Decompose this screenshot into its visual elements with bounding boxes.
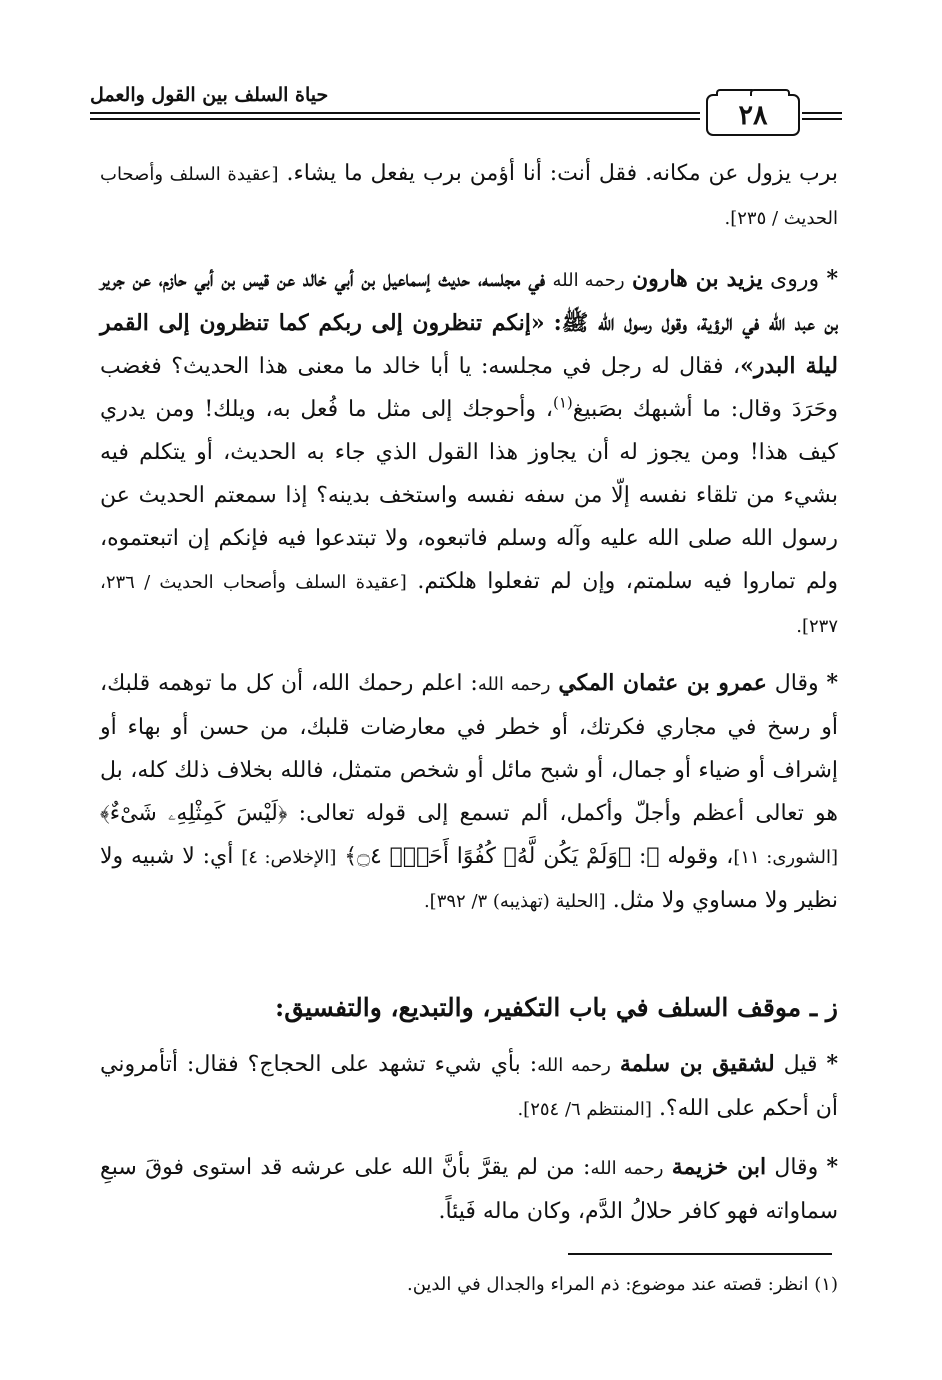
quran-verse: ﴿لَيْسَ كَمِثْلِهِۦ شَىْءٌ﴾: [100, 801, 288, 826]
source-reference: [الحلية (تهذيبه) ٣/ ٣٩٢].: [423, 891, 606, 912]
paragraph-intro: وروى: [770, 267, 820, 292]
paragraph-intro: وقال: [774, 1155, 819, 1180]
footnote: [100, 1268, 838, 1302]
paragraph-text: ، وأحوجك إلى مثل ما فُعل به، ويلك! ومن يدري كيف هذا! ومن يجوز له أن يجاوز هذا القول الذي جاء به الحديث، أو يتكلم فيه بشيء من تلقاء نفسه إلّا من سفه نفسه واستخف بدينه؟ إذا سمعتم الحديث عن رسول الله صلى الله عليه وآله وسلم فاتبعوه، ولا تبتدعوا فيه فإنكم إن اتبعتموه، ولم تماروا فيه سلمتم، وإن لم تفعلوا هلكتم.: [100, 397, 839, 594]
header-rule: [90, 118, 700, 120]
paragraph-text: في مجلسه، حديث إسماعيل بن أبي خالد عن قيس بن أبي حازم، عن جرير بن عبد الله في الرؤية، وقول رسول الله ﷺ:: [100, 266, 838, 336]
paragraph-4: [100, 1043, 838, 1131]
bullet-star: *: [826, 670, 839, 696]
narrator-name: يزيد بن هارون: [631, 266, 763, 292]
footnote-marker: (١): [552, 393, 573, 412]
page-number-frame: [706, 94, 800, 136]
hadith-quote: «إنكم تنظرون إلى ربكم كما تنظرون إلى القمر ليلة البدر»: [100, 310, 838, 379]
narrator-name: ابن خزيمة: [671, 1154, 767, 1180]
bullet-star: *: [826, 1154, 838, 1180]
paragraph-text: : بأي شيء تشهد على الحجاج؟ فقال: أتأمروني أن أحكم على الله؟.: [100, 1052, 838, 1121]
paragraph-1: [100, 152, 838, 240]
quran-verse: ﴿وَلَمْ يَكُن لَّهُۥ كُفُوًا أَحَدٌۢ ۝٤﴾: [344, 844, 632, 869]
paragraph-text: برب يزول عن مكانه. فقل أنت: أنا أؤمن برب يفعل ما يشاء.: [286, 161, 838, 186]
paragraph-text: : اعلم رحمك الله، أن كل ما توهمه قلبك، أو رسخ في مجاري فكرتك، أو خطر في معارضات قلبك، من حسن أو بهاء أو إشراف أو ضياء أو جمال، أو شبح مائل أو شخص متمثل، فالله بخلاف ذلك كله، بل هو تعالى أعظم وأجلّ وأكمل، ألم تسمع إلى قوله تعالى:: [100, 671, 838, 826]
honorific: رحمه الله: [537, 1055, 611, 1076]
header-rule: [90, 112, 700, 114]
page-number: ٢٨: [738, 99, 768, 131]
source-reference: [المنتظم ٦/ ٢٥٤].: [517, 1099, 652, 1120]
paragraph-text: : من لم يقرَّ بأنَّ الله على عرشه قد استوى فوقَ سبعِ سماواته فهو كافر حلالُ الدَّم، وكان ماله فَيئاً.: [100, 1155, 838, 1224]
footnote-text: انظر: قصته عند موضوع: ذم المراء والجدال في الدين.: [406, 1274, 809, 1295]
verse-reference: [الإخلاص: ٤]: [241, 847, 337, 868]
paragraph-text: أي: لا شبيه ولا نظير ولا مساوي ولا مثل.: [100, 844, 838, 913]
narrator-name: عمرو بن عثمان المكي: [558, 670, 767, 696]
paragraph-5: [100, 1146, 838, 1233]
page-header: [90, 72, 842, 134]
footnote-separator: [568, 1253, 832, 1255]
honorific: رحمه الله: [590, 1158, 664, 1179]
header-rule: [802, 112, 842, 114]
source-reference: [عقيدة السلف وأصحاب الحديث / ٢٣٥].: [100, 164, 838, 229]
paragraph-2: [100, 258, 838, 648]
bullet-star: *: [826, 266, 839, 292]
verse-reference: [الشورى: ١١]: [733, 847, 838, 868]
section-heading: ز ـ موقف السلف في باب التكفير، والتبديع، والتفسيق:: [275, 993, 838, 1022]
honorific: رحمه الله: [552, 270, 625, 291]
paragraph-intro: وقال: [774, 671, 819, 696]
paragraph-text: ، وقوله ﷻ:: [639, 844, 734, 869]
honorific: رحمه الله: [477, 674, 551, 695]
paragraph-3: [100, 662, 838, 923]
running-title: حياة السلف بين القول والعمل: [90, 84, 329, 106]
narrator-name: لشقيق بن سلمة: [619, 1051, 775, 1077]
source-reference: [عقيدة السلف وأصحاب الحديث / ٢٣٦، ٢٣٧].: [100, 572, 838, 637]
bullet-star: *: [826, 1051, 838, 1077]
footnote-mark: (١): [814, 1274, 838, 1295]
paragraph-intro: قيل: [783, 1052, 818, 1077]
header-rule: [802, 118, 842, 120]
paragraph-text: ، فقال له رجل في مجلسه: يا أبا خالد ما معنى هذا الحديث؟ فغضب وحَرَدَ وقال: ما أشبهك بصَبيغ: [100, 354, 839, 422]
